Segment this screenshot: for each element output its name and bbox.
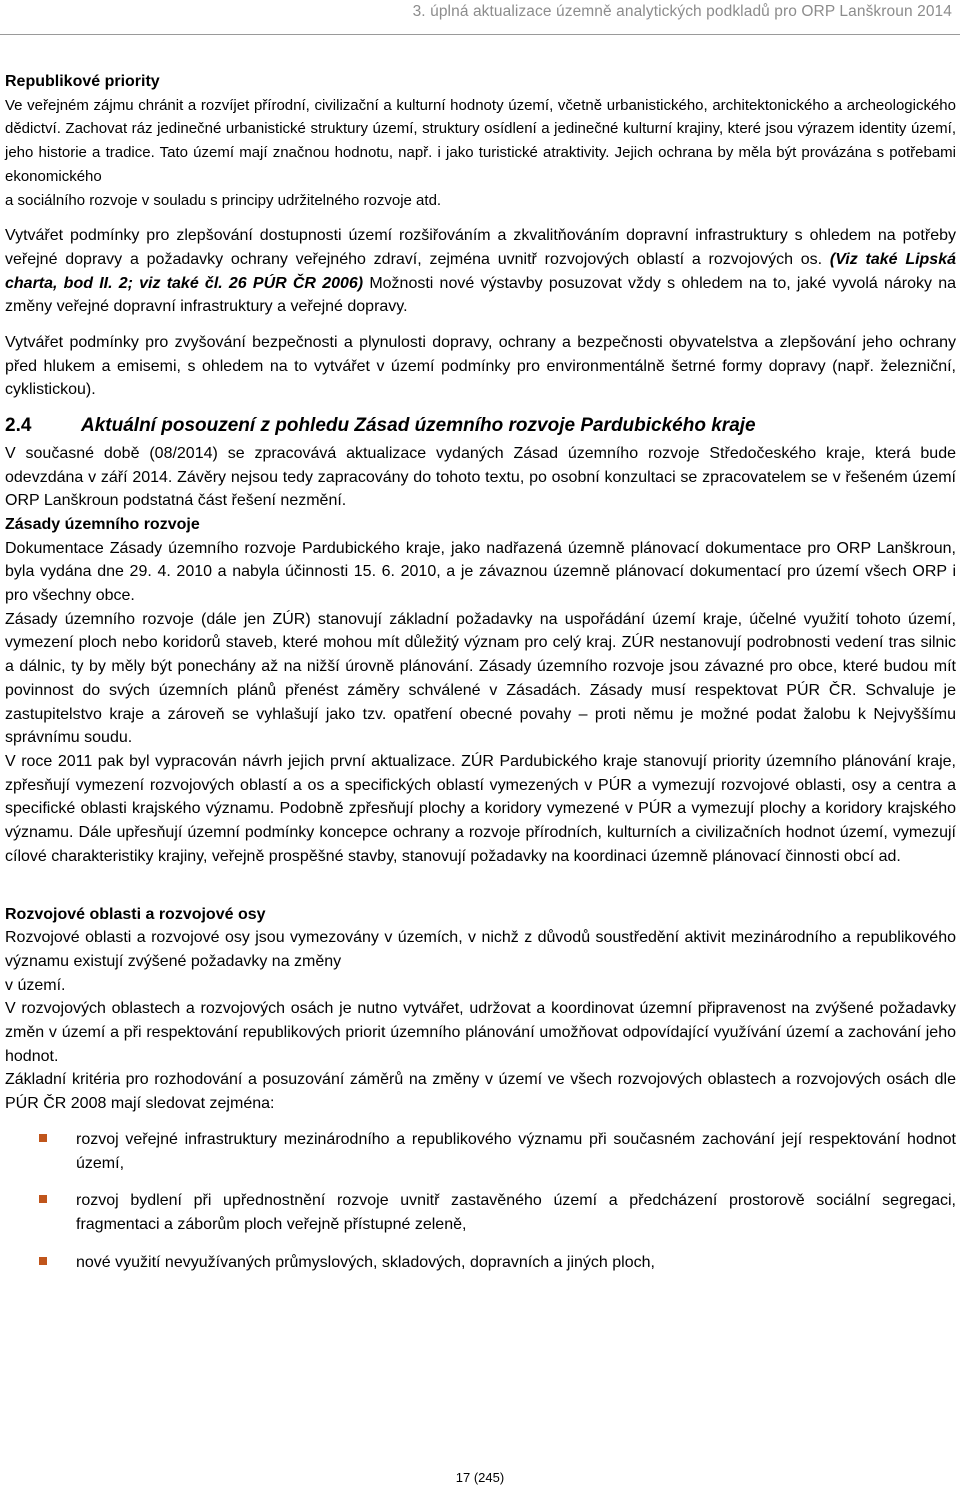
page-header [0, 0, 960, 35]
paragraph-zur-2: Zásady územního rozvoje (dále jen ZÚR) stanovují základní požadavky na uspořádání území kraje, účelné využití tohoto území, vymezení ploch nebo koridorů staveb, které mohou mít důležitý význam pro celý kraj. ZÚR nestanovují podrobnosti vedení tras silnic a dálnic, ty by měly být ponechány až na nižší úrovně plánování. Zásady územního rozvoje jsou závazné pro obce, které budou mít povinnost do svých územních plánů přenést záměry schválené v Zásadách. Zásady musí respektovat PÚR ČR. Schvaluje je zastupitelstvo kraje a zároveň se vyhlašují jako tzv. opatření obecné povahy – proti němu je možné podat žalobu k Nejvyššímu správnímu soudu. [5, 610, 956, 747]
heading-republikove-priority: Republikové priority [5, 73, 160, 90]
square-bullet-icon [39, 1134, 47, 1142]
list-item [5, 1251, 956, 1275]
paragraph-zur-1: Dokumentace Zásady územního rozvoje Pardubického kraje, jako nadřazená územně plánovací dokumentace pro ORP Lanškroun, byla vydána dne 29. 4. 2010 a nabyla účinnosti 15. 6. 2010, a je závaznou územně plánovací dokumentací pro území všech ORP i pro všechny obce. [5, 539, 956, 605]
criteria-list [5, 1128, 956, 1275]
paragraph-2-4-1: V současné době (08/2014) se zpracovává aktualizace vydaných Zásad územního rozvoje Středočeského kraje, která bude odevzdána v září 2014. Závěry nejsou tedy zapracovány do tohoto textu, po osobní konzultaci se zpracovatelem se v řešeném území ORP Lanškroun podstatná část řešení nezmění. [5, 444, 956, 510]
paragraph-republikove-1-text: Ve veřejném zájmu chránit a rozvíjet přírodní, civilizační a kulturní hodnoty území, včetně urbanistického, architektonického a archeologického dědictví. Zachovat ráz jedinečné urbanistické struktury území, struktury osídlení a jedinečné kulturní krajiny, které jsou výrazem identity území, jeho historie a tradice. Tato území mají značnou hodnotu, např. i jako turistické atraktivity. Jejich ochrana by měla být provázána s potřebami ekonomického [5, 96, 956, 185]
paragraph-rozvoj-3: Základní kritéria pro rozhodování a posuzování záměrů na změny v území ve všech rozvojových oblastech a rozvojových osách dle PÚR ČR 2008 mají sledovat zejména: [5, 1071, 956, 1113]
paragraph-republikove-2-citation: (Viz také Lipská charta, bod II. 2; viz také čl. 26 PÚR ČR 2006) [5, 250, 956, 292]
paragraph-republikove-1 [5, 94, 956, 213]
paragraph-republikove-1-end: a sociálního rozvoje v souladu s principy udržitelného rozvoje atd. [5, 191, 442, 209]
document-body [5, 70, 956, 1288]
section-title: Aktuální posouzení z pohledu Zásad územního rozvoje Pardubického kraje [81, 415, 756, 437]
paragraph-rozvoj-1 [5, 926, 956, 997]
page-number: 17 (245) [455, 1470, 505, 1485]
paragraph-rozvoj-1-text: Rozvojové oblasti a rozvojové osy jsou vymezovány v územích, v nichž z důvodů soustředění aktivit mezinárodního a republikového významu existují zvýšené požadavky na změny [5, 929, 956, 970]
heading-rozvojove-oblasti: Rozvojové oblasti a rozvojové osy [5, 905, 266, 923]
list-item-text: rozvoj bydlení při upřednostnění rozvoje uvnitř zastavěného území a předcházení prostorově sociální segregaci, fragmentaci a záborům ploch veřejně přístupné zeleně, [76, 1192, 956, 1233]
paragraph-zur-3: V roce 2011 pak byl vypracován návrh jejich první aktualizace. ZÚR Pardubického kraje stanovují priority územního plánování kraje, zpřesňují vymezení rozvojových oblastí a os a specifických oblastí vymezených v PÚR a vymezují rozvojové oblasti, osy a centra a specifické oblasti krajského významu. Podobně zpřesňují plochy a koridory vymezené v PÚR a vymezují plochy a koridory krajského významu. Dále upřesňují územní podmínky koncepce ochrany a rozvoje přírodních, kulturních a civilizačních hodnot území, vymezují cílové charakteristiky krajiny, veřejně prospěšné stavby, stanovují požadavky na koordinaci územně plánovací činnosti obcí ad. [5, 752, 956, 865]
list-item-text: rozvoj veřejné infrastruktury mezinárodního a republikového významu při současném zachování její respektování hodnot území, [76, 1130, 956, 1172]
list-item-text: nové využití nevyužívaných průmyslových, skladových, dopravních a jiných ploch, [76, 1253, 655, 1271]
section-number: 2.4 [5, 415, 32, 437]
paragraph-republikove-2-b: Možnosti nové výstavby posuzovat vždy s ohledem na to, jaké vyvolá nároky na změny veřejné dopravní infrastruktury a veřejné dopravy. [5, 274, 956, 316]
paragraph-republikove-2-a: Vytvářet podmínky pro zlepšování dostupnosti území rozšiřováním a zkvalitňováním dopravní infrastruktury s ohledem na potřeby veřejné dopravy a požadavky ochrany veřejného zdraví, zejména uvnitř rozvojových oblastí a rozvojových os. [5, 227, 956, 268]
section-heading-2-4 [5, 414, 956, 438]
header-title: 3. úplná aktualizace územně analytických podkladů pro ORP Lanškroun 2014 [412, 3, 952, 20]
list-item [5, 1189, 956, 1236]
square-bullet-icon [39, 1257, 47, 1265]
paragraph-rozvoj-1-end: v území. [5, 976, 66, 994]
square-bullet-icon [39, 1195, 47, 1203]
heading-zasady-uzemniho-rozvoje: Zásady územního rozvoje [5, 515, 200, 533]
paragraph-republikove-3: Vytvářet podmínky pro zvyšování bezpečnosti a plynulosti dopravy, ochrany a bezpečnosti obyvatelstva a zlepšování jeho ochrany před hlukem a emisemi, s ohledem na to vytvářet v území podmínky pro environmentálně šetrné formy dopravy (např. železniční, cyklistickou). [5, 334, 956, 399]
list-item [5, 1128, 956, 1175]
paragraph-rozvoj-2: V rozvojových oblastech a rozvojových osách je nutno vytvářet, udržovat a koordinovat územní připravenost na zvýšené požadavky změn v území a při respektování republikových priorit územního plánování umožňovat odpovídající využívání území a zachování jeho hodnot. [5, 1000, 956, 1065]
paragraph-republikove-2 [5, 224, 956, 319]
